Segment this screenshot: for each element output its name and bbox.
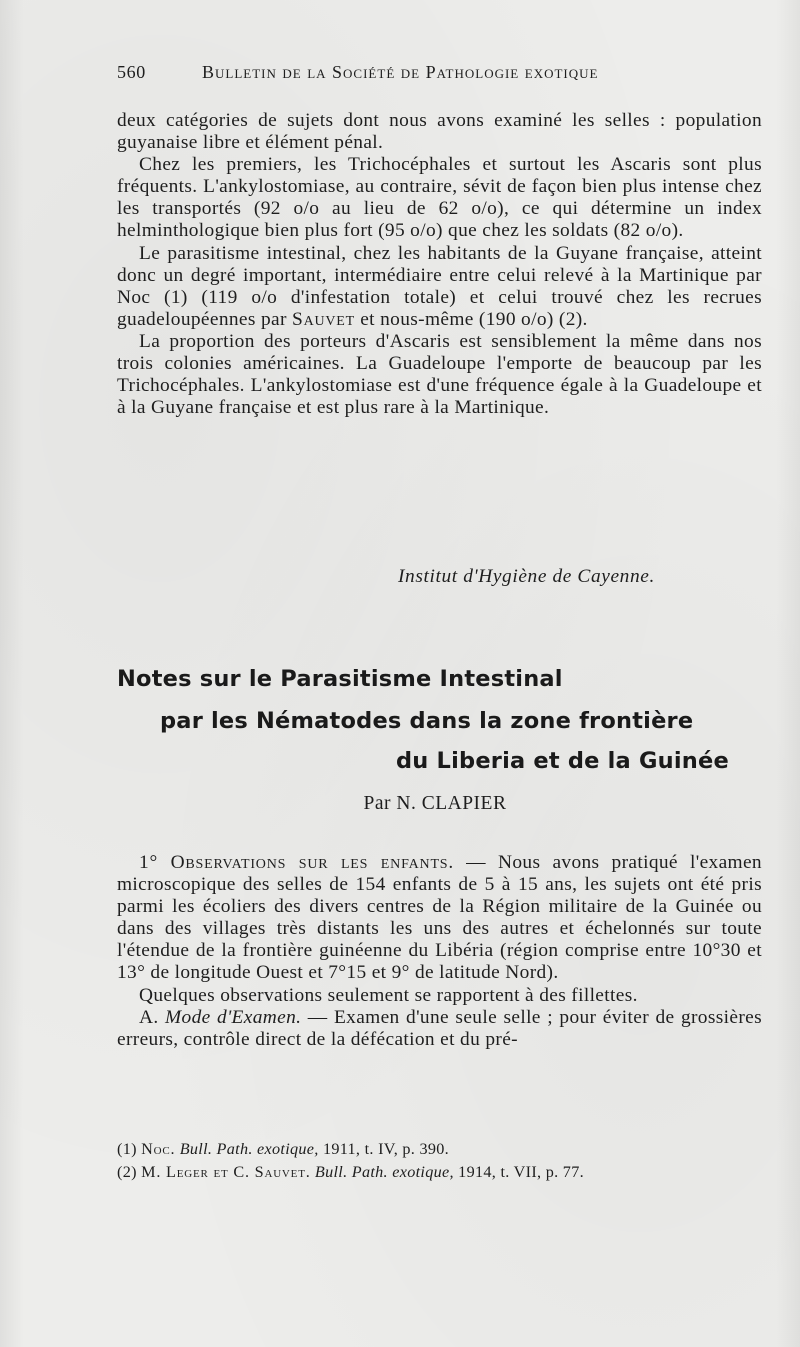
section-paragraph-1-text: — Nous avons pratiqué l'examen microscopique des selles de 154 enfants de 5 à 15 ans, les sujets ont été pris parmi les écoliers des divers centres de la Région militaire de la Guinée ou dans des villages très distants les uns des autres et échelonnés sur toute l'étendue de la frontière guinéenne du Libéria (région comprise entre 10°30 et 13° de longitude Ouest et 7°15 et 9° de latitude Nord). — [117, 852, 762, 984]
footnote-2 — [117, 1161, 762, 1184]
section-heading: 1° Observations sur les enfants. — [139, 852, 455, 873]
first-article-body — [117, 110, 762, 419]
paragraph-3-end: et nous-même (190 o/o) (2). — [355, 308, 588, 330]
running-title: Bulletin de la Société de Pathologie exotique — [202, 62, 599, 82]
subsection-title: Mode d'Examen. — [165, 1006, 302, 1028]
footnote-1-author: Noc. — [141, 1140, 176, 1158]
subsection-text: — Examen d'une seule selle ; pour éviter de grossières erreurs, contrôle direct de la défécation et du pré- — [117, 1006, 762, 1050]
title-line-3: du Liberia et de la Guinée — [396, 748, 729, 774]
footnote-1 — [117, 1138, 762, 1161]
footnote-1-ref: 1911, t. IV, p. 390. — [318, 1140, 450, 1158]
paragraph-3-text: Le parasitisme intestinal, chez les habitants de la Guyane française, atteint donc un degré important, intermédiaire entre celui relevé à la Martinique par Noc (1) (119 o/o d'infestation totale) et celui trouvé chez les recrues guadeloupéennes par — [117, 242, 762, 330]
article-author — [0, 793, 800, 815]
paragraph-2: Chez les premiers, les Trichocéphales et surtout les Ascaris sont plus fréquents. L'ankylostomiase, au contraire, sévit de façon bien plus intense chez les transportés (92 o/o au lieu de 62 o/o), ce qui détermine un index helminthologique bien plus fort (95 o/o) que chez les soldats (82 o/o). — [117, 154, 762, 242]
footnote-1-journal: Bull. Path. exotique, — [175, 1140, 319, 1158]
footnote-2-ref: 1914, t. VII, p. 77. — [453, 1163, 584, 1181]
author-name-sauvet: Sauvet — [291, 308, 356, 330]
paragraph-3 — [117, 243, 762, 331]
institution-signature: Institut d'Hygiène de Cayenne. — [398, 566, 655, 587]
running-header — [117, 62, 757, 88]
subsection-paragraph — [117, 1007, 762, 1051]
paragraph-4: La proportion des porteurs d'Ascaris est sensiblement la même dans nos trois colonies américaines. La Guadeloupe l'emporte de beaucoup par les Trichocéphales. L'ankylostomiase est d'une fréquence égale à la Guadeloupe et à la Guyane française et est plus rare à la Martinique. — [117, 330, 762, 419]
footnote-2-journal: Bull. Path. exotique, — [310, 1163, 454, 1181]
author-byline: Par N. CLAPIER — [363, 793, 507, 814]
page-number: 560 — [117, 62, 146, 82]
title-line-1: Notes sur le Parasitisme Intestinal — [117, 666, 563, 692]
footnotes — [117, 1138, 762, 1184]
second-article-body — [117, 852, 762, 1051]
subsection-label: A. — [139, 1006, 166, 1028]
title-line-2: par les Nématodes dans la zone frontière — [160, 708, 694, 734]
paragraph-1: deux catégories de sujets dont nous avons examiné les selles : population guyanaise libre et élément pénal. — [117, 110, 762, 154]
footnote-2-mark: (2) — [117, 1163, 142, 1181]
section-paragraph-1 — [117, 852, 762, 985]
footnote-2-author: M. Leger et C. Sauvet. — [141, 1163, 311, 1181]
section-paragraph-2: Quelques observations seulement se rapportent à des fillettes. — [139, 984, 638, 1006]
footnote-1-mark: (1) — [117, 1140, 142, 1158]
